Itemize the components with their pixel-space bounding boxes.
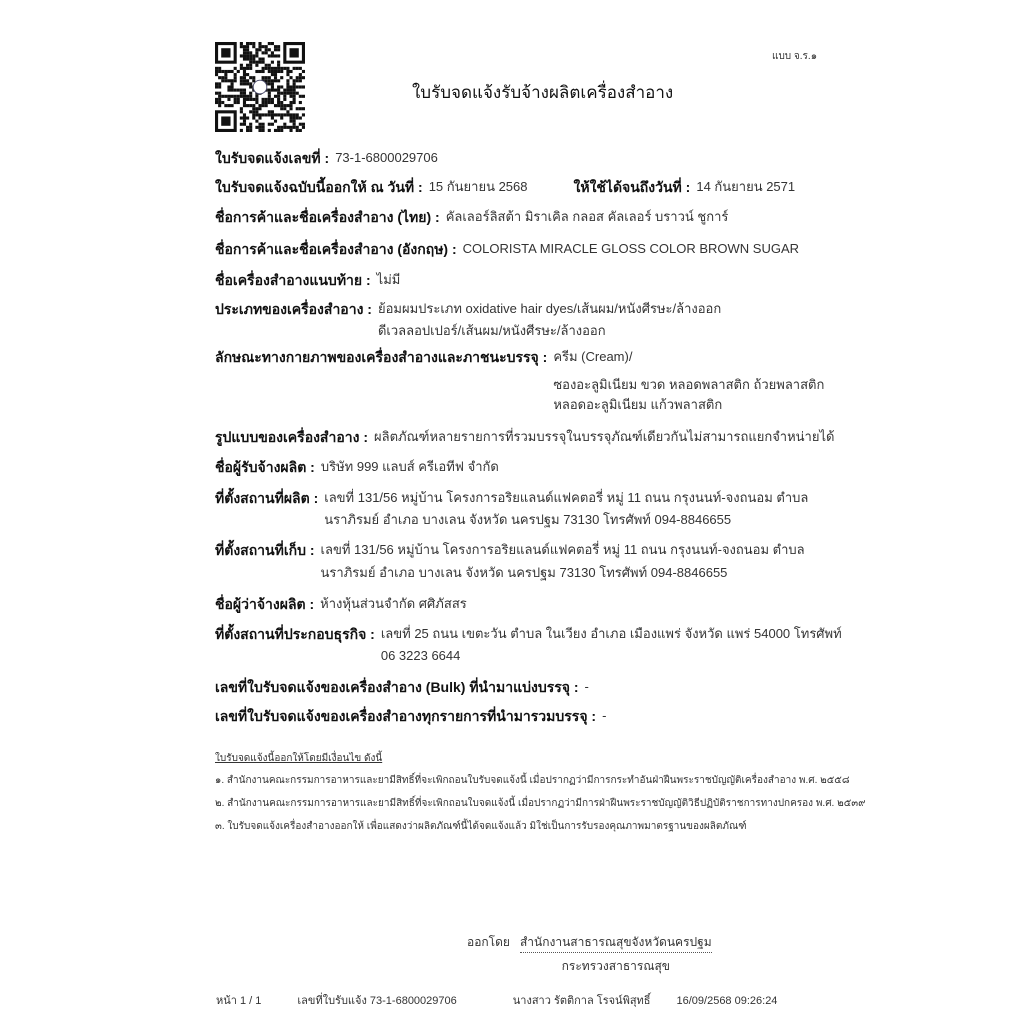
notification-number [215, 149, 438, 167]
dates-row [215, 178, 795, 196]
label: เลขที่ใบรับจดแจ้งของเครื่องสำอางทุกรายการที่นำมารวมบรรจุ : [215, 708, 597, 724]
value: 15 กันยายน 2568 [428, 179, 528, 194]
storage-address-line: นราภิรมย์ อำเภอ บางเลน จังหวัด นครปฐม 73130 โทรศัพท์ 094-8846655 [320, 565, 728, 580]
footer-reference: เลขที่ใบรับแจ้ง 73-1-6800029706 [297, 995, 457, 1007]
contractor [215, 458, 499, 476]
value: - [602, 708, 607, 723]
business-address-label: ที่ตั้งสถานที่ประกอบธุรกิจ : [215, 626, 375, 642]
value: ไม่มี [376, 272, 401, 287]
document-title: ใบรับจดแจ้งรับจ้างผลิตเครื่องสำอาง [412, 83, 674, 102]
physical-label: ลักษณะทางกายภาพของเครื่องสำอางและภาชนะบรรจุ : [215, 349, 548, 365]
qr-code [215, 42, 305, 132]
label: ชื่อผู้ว่าจ้างผลิต : [215, 596, 315, 612]
business-address [215, 625, 842, 665]
ministry: กระทรวงสาธารณสุข [561, 959, 670, 973]
storage-address-label: ที่ตั้งสถานที่เก็บ : [215, 542, 315, 558]
storage-address [215, 541, 805, 582]
label: รูปแบบของเครื่องสำอาง : [215, 429, 368, 445]
cosmetic-type [215, 300, 721, 340]
label: ชื่อเครื่องสำอางแนบท้าย : [215, 272, 371, 288]
officer-name: นางสาว รัตติกาล โรจน์พิสุทธิ์ [512, 995, 651, 1007]
cosmetic-type-label: ประเภทของเครื่องสำอาง : [215, 301, 372, 317]
business-address-line: เลขที่ 25 ถนน เขตะวัน ตำบล ในเวียง อำเภอ เมืองแพร่ จังหวัด แพร่ 54000 โทรศัพท์ [380, 626, 842, 641]
label: ชื่อผู้รับจ้างผลิต : [215, 459, 315, 475]
footer [216, 992, 777, 1010]
cosmetic-type-line: ดีเวลลอปเปอร์/เส้นผม/หนังศีรษะ/ล้างออก [377, 323, 606, 338]
value: ผลิตภัณฑ์หลายรายการที่รวมบรรจุในบรรจุภัณฑ์เดียวกันไม่สามารถแยกจำหน่ายได้ [374, 429, 835, 444]
value: คัลเลอร์ลิสต้า มิราเคิล กลอส คัลเลอร์ บราวน์ ชูการ์ [445, 209, 729, 224]
conditions-heading: ใบรับจดแจ้งนี้ออกให้โดยมีเงื่อนไข ดังนี้ [215, 753, 383, 764]
mfg-address [215, 489, 808, 529]
attached-name [215, 271, 400, 289]
condition-item: ๓. ใบรับจดแจ้งเครื่องสำอางออกให้ เพื่อแสดงว่าผลิตภัณฑ์นี้ได้จดแจ้งแล้ว มิใช่เป็นการรับรองคุณภาพมาตรฐานของผลิตภัณฑ์ [215, 821, 747, 832]
issuing-office: สำนักงานสาธารณสุขจังหวัดนครปฐม [520, 933, 712, 953]
trade-name-en [215, 240, 799, 258]
mfg-address-label: ที่ตั้งสถานที่ผลิต : [215, 490, 319, 506]
issued-by [467, 933, 712, 975]
condition-item: ๑. สำนักงานคณะกรรมการอาหารและยามีสิทธิ์ที่จะเพิกถอนใบรับจดแจ้งนี้ เมื่อปรากฏว่ามีการกระทำอันฝ่าฝืนพระราชบัญญัติเครื่องสำอาง พ.ศ. ๒๕๕๘ [215, 775, 850, 786]
label: ชื่อการค้าและชื่อเครื่องสำอาง (อังกฤษ) : [215, 241, 457, 257]
cosmetic-form [215, 428, 834, 446]
value: 14 กันยายน 2571 [696, 179, 796, 194]
storage-address-line: เลขที่ 131/56 หมู่บ้าน โครงการอริยแลนด์แฟคตอรี่ หมู่ 11 ถนน กรุงนนท์-จงถนอม ตำบล [320, 542, 805, 557]
value: - [584, 679, 589, 694]
valid-until [574, 178, 796, 196]
issue-date [215, 178, 528, 196]
label: ใบรับจดแจ้งเลขที่ : [215, 150, 330, 166]
trade-name-th [215, 208, 728, 226]
physical-line: ครีม (Cream)/ [553, 349, 633, 364]
condition-item: ๒. สำนักงานคณะกรรมการอาหารและยามีสิทธิ์ที่จะเพิกถอนใบจดแจ้งนี้ เมื่อปรากฏว่ามีการฝ่าฝืนพระราชบัญญัติวิธีปฏิบัติราชการทางปกครอง พ.ศ. ๒๕๓๙ [215, 798, 866, 809]
form-code: แบบ จ.ร.๑ [772, 51, 818, 62]
issued-by-label: ออกโดย [467, 935, 510, 949]
print-timestamp: 16/09/2568 09:26:24 [676, 995, 778, 1007]
label: ให้ใช้ได้จนถึงวันที่ : [573, 179, 691, 195]
combined-number [215, 707, 606, 725]
value: บริษัท 999 แลบส์ ครีเอทีฟ จำกัด [320, 459, 499, 474]
value: ห้างหุ้นส่วนจำกัด ศศิภัสสร [320, 596, 467, 611]
label: ใบรับจดแจ้งฉบับนี้ออกให้ ณ วันที่ : [215, 179, 423, 195]
physical-line: หลอดอะลูมิเนียม แก้วพลาสติก [553, 397, 723, 412]
physical-line: ซองอะลูมิเนียม ขวด หลอดพลาสติก ถ้วยพลาสติก [553, 377, 825, 392]
value: 73-1-6800029706 [335, 150, 438, 165]
label: เลขที่ใบรับจดแจ้งของเครื่องสำอาง (Bulk) ที่นำมาแบ่งบรรจุ : [215, 679, 579, 695]
cosmetic-type-line: ย้อมผมประเภท oxidative hair dyes/เส้นผม/หนังศีรษะ/ล้างออก [377, 301, 722, 316]
physical [215, 348, 824, 414]
hirer [215, 595, 467, 613]
mfg-address-line: นราภิรมย์ อำเภอ บางเลน จังหวัด นครปฐม 73130 โทรศัพท์ 094-8846655 [324, 512, 732, 527]
business-address-line: 06 3223 6644 [380, 648, 461, 663]
mfg-address-line: เลขที่ 131/56 หมู่บ้าน โครงการอริยแลนด์แฟคตอรี่ หมู่ 11 ถนน กรุงนนท์-จงถนอม ตำบล [324, 490, 809, 505]
page-number: หน้า 1 / 1 [216, 995, 262, 1007]
bulk-number [215, 678, 589, 696]
value: COLORISTA MIRACLE GLOSS COLOR BROWN SUGAR [462, 241, 800, 256]
label: ชื่อการค้าและชื่อเครื่องสำอาง (ไทย) : [215, 209, 440, 225]
